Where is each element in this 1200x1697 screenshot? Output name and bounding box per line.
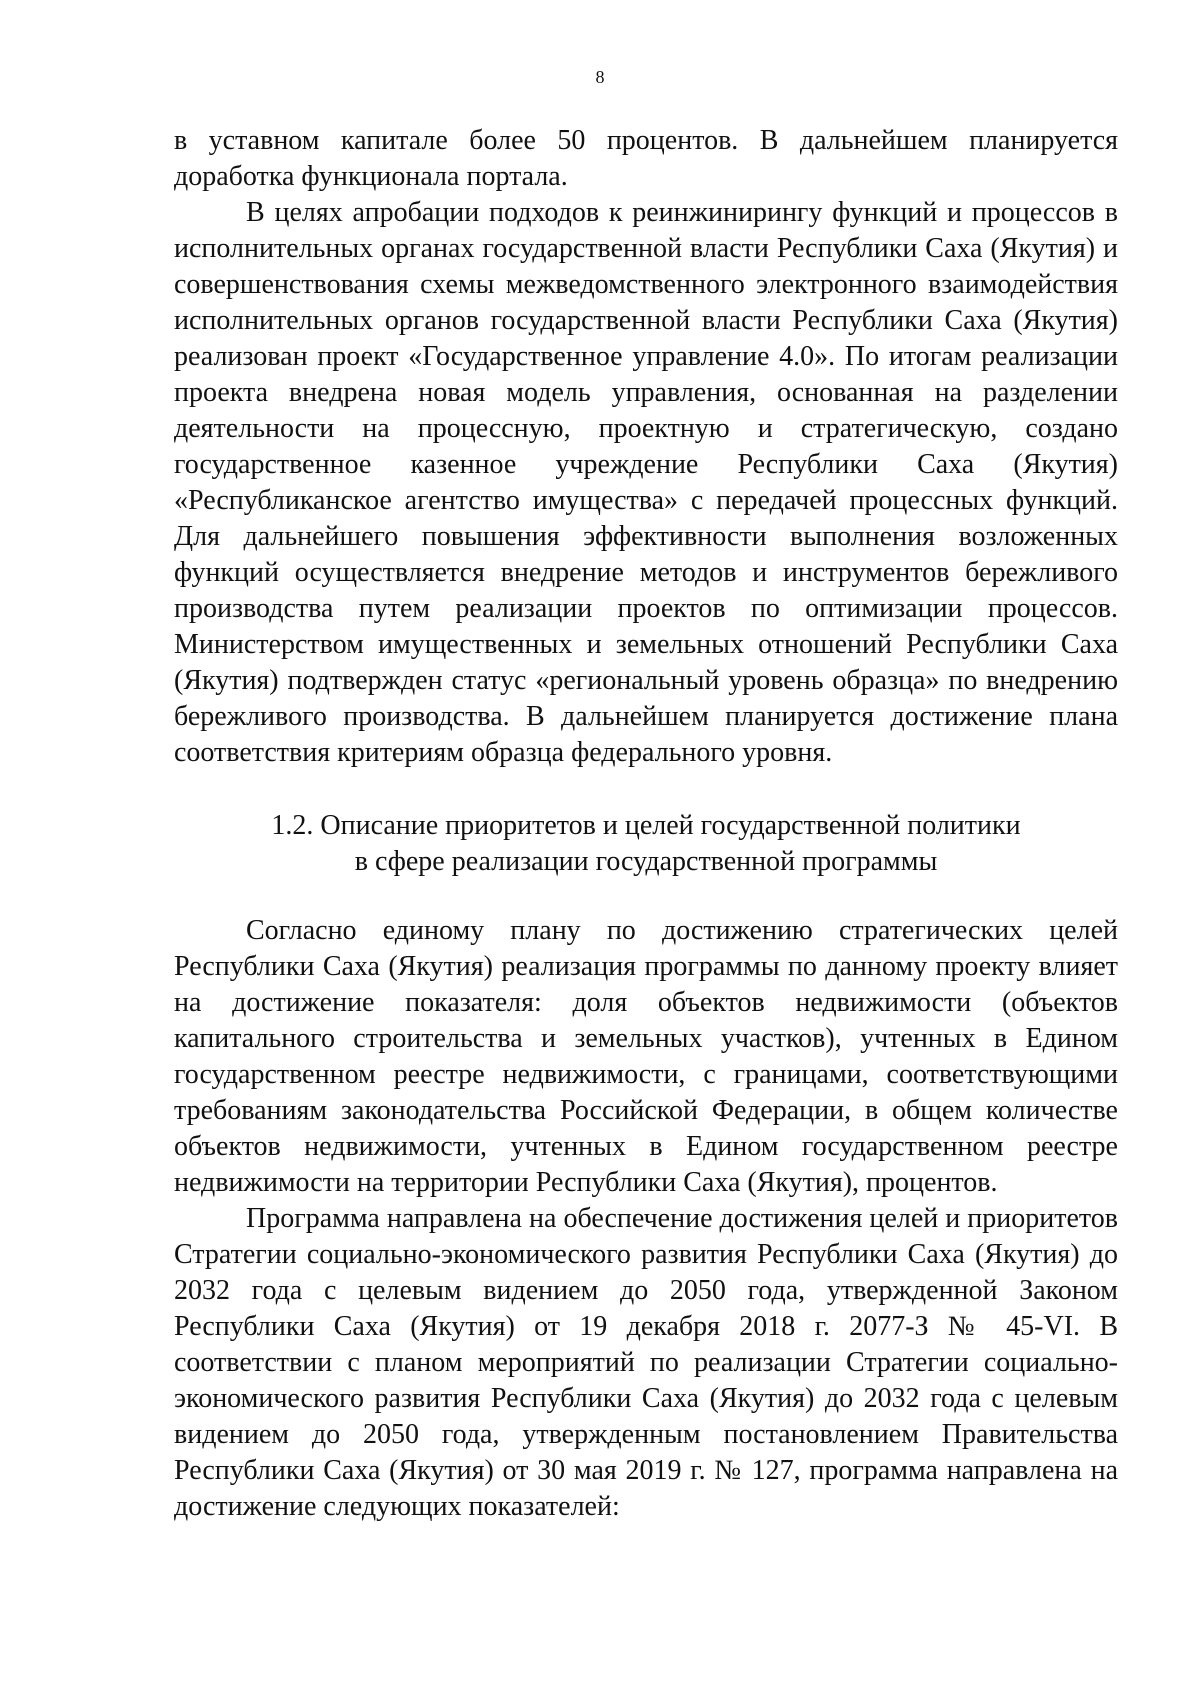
paragraph-reengineering: В целях апробации подходов к реинжинирингу функций и процессов в исполнительных органах государственной власти Республики Саха (Якутия) и совершенствования схемы межведомственного электронного взаимодействия исполнительных органов государственной власти Республики Саха (Якутия) реализован проект «Государственное управление 4.0». По итогам реализации проекта внедрена новая модель управления, основанная на разделении деятельности на процессную, проектную и стратегическую, создано государственное казенное учреждение Республики Саха (Якутия) «Республиканское агентство имущества» с передачей процессных функций. Для дальнейшего повышения эффективности выполнения возложенных функций осуществляется внедрение методов и инструментов бережливого производства путем реализации проектов по оптимизации процессов. Министерством имущественных и земельных отношений Республики Саха (Якутия) подтвержден статус «региональный уровень образца» по внедрению бережливого производства. В дальнейшем планируется достижение плана соответствия критериям образца федерального уровня.: [174, 197, 1118, 768]
section-heading-line-1: 1.2. Описание приоритетов и целей государственной политики: [271, 810, 1021, 841]
section-heading: [174, 808, 1118, 880]
paragraph-continuation: в уставном капитале более 50 процентов. В дальнейшем планируется доработка функционала портала.: [174, 125, 1118, 192]
page-number: 8: [595, 67, 605, 87]
paragraph-program-direction: Программа направлена на обеспечение достижения целей и приоритетов Стратегии социально-экономического развития Республики Саха (Якутия) до 2032 года с целевым видением до 2050 года, утвержденной Законом Республики Саха (Якутия) от 19 декабря 2018 г. 2077-З № 45-VI. В соответствии с планом мероприятий по реализации Стратегии социально-экономического развития Республики Саха (Якутия) до 2032 года с целевым видением до 2050 года, утвержденным постановлением Правительства Республики Саха (Якутия) от 30 мая 2019 г. № 127, программа направлена на достижение следующих показателей:: [174, 1203, 1118, 1522]
paragraph-strategic-goals: Согласно единому плану по достижению стратегических целей Республики Саха (Якутия) реализация программы по данному проекту влияет на достижение показателя: доля объектов недвижимости (объектов капитального строительства и земельных участков), учтенных в Едином государственном реестре недвижимости, с границами, соответствующими требованиям законодательства Российской Федерации, в общем количестве объектов недвижимости, учтенных в Едином государственном реестре недвижимости на территории Республики Саха (Якутия), процентов.: [174, 915, 1118, 1198]
section-heading-line-2: в сфере реализации государственной программы: [354, 846, 938, 877]
body-text-top: [174, 123, 1118, 771]
body-text-bottom: [174, 913, 1118, 1525]
